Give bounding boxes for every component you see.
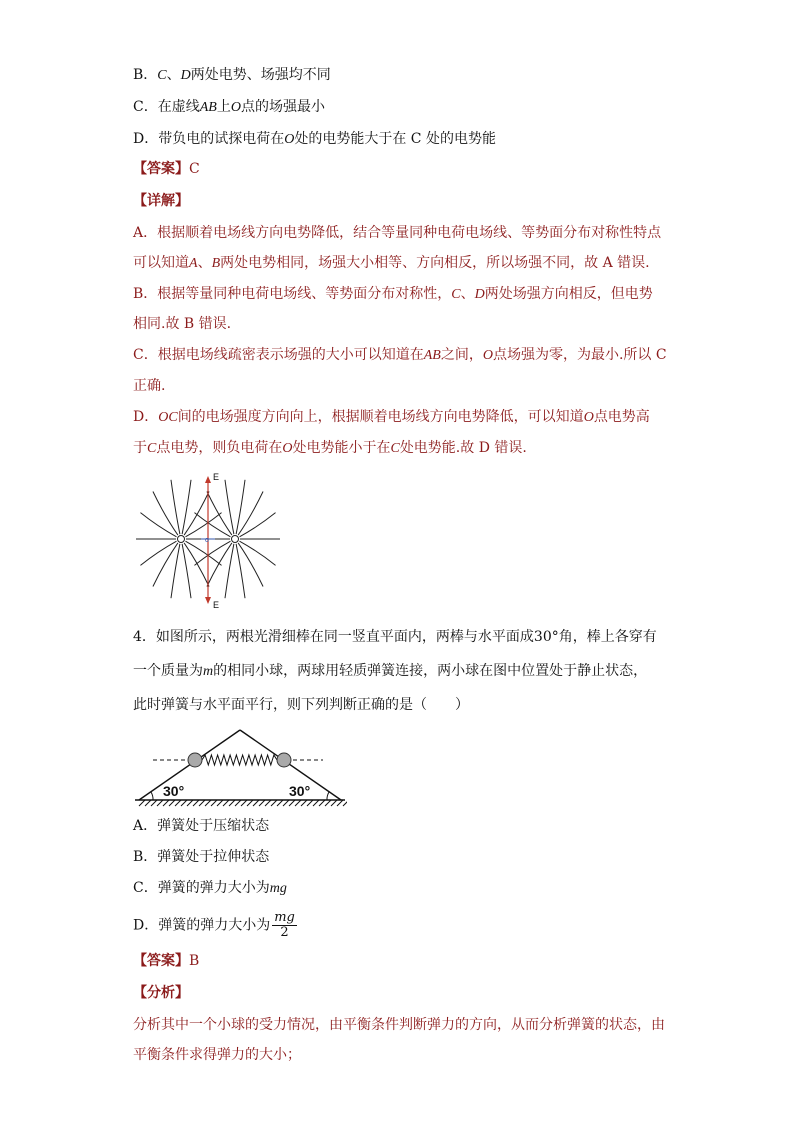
angle-left-label: 30° (163, 783, 185, 799)
q4-stem-line3: 此时弹簧与水平面平行，则下列判断正确的是（ ） (133, 697, 469, 713)
q3-answer: 【答案】C (133, 161, 200, 177)
q3-detail-heading: 【详解】 (133, 193, 189, 209)
q4-answer: 【答案】B (133, 953, 200, 969)
q3-detail-c-line1: C．根据电场线疏密表示场强的大小可以知道在AB之间，O点场强为零，为最小.所以 C (133, 347, 667, 363)
ball-left (188, 753, 202, 767)
q4-analysis-heading: 【分析】 (133, 985, 189, 1001)
q4-option-b: B．弹簧处于拉伸状态 (133, 849, 270, 865)
svg-text:o: o (205, 537, 209, 544)
q4-option-d: D．弹簧的弹力大小为 $\frac{mg}{2}$ (133, 910, 295, 940)
ball-right (277, 753, 291, 767)
q4-option-c: C．弹簧的弹力大小为mg (133, 880, 287, 896)
spring (202, 755, 277, 765)
fraction: $\frac{mg}{2}$ (274, 910, 295, 940)
q4-option-a: A．弹簧处于压缩状态 (133, 818, 270, 834)
q4-stem-line2: 一个质量为m的相同小球，两球用轻质弹簧连接，两小球在图中位置处于静止状态， (133, 663, 648, 679)
q3-detail-b-line2: 相同.故 B 错误. (133, 316, 232, 332)
q3-detail-d-line2: 于C点电势，则负电荷在O处电势能小于在C处电势能.故 D 错误. (133, 440, 527, 456)
q3-option-d: D．带负电的试探电荷在O处的电势能大于在 C 处的电势能 (133, 131, 496, 147)
charge-left (178, 536, 185, 543)
q3-option-c: C．在虚线AB上O点的场强最小 (133, 99, 325, 115)
field-lines-figure (133, 468, 283, 610)
q3-option-b: B．C、D两处电势、场强均不同 (133, 67, 331, 83)
rods-spring-figure (133, 724, 347, 808)
q3-detail-c-line2: 正确. (133, 378, 166, 394)
q4-analysis-line2: 平衡条件求得弹力的大小； (133, 1047, 301, 1063)
q3-detail-a-line1: A．根据顺着电场线方向电势降低，结合等量同种电荷电场线、等势面分布对称性特点 (133, 225, 662, 241)
q3-detail-d-line1: D．OC间的电场强度方向向上，根据顺着电场线方向电势降低，可以知道O点电势高 (133, 409, 650, 425)
q3-detail-a-line2: 可以知道A、B两处电势相同，场强大小相等、方向相反，所以场强不同，故 A 错误. (133, 255, 650, 271)
field-label-bottom: E (213, 600, 220, 610)
q3-detail-b-line1: B．根据等量同种电荷电场线、等势面分布对称性，C、D两处场强方向相反，但电势 (133, 286, 653, 302)
q4-stem-line1: 4．如图所示，两根光滑细棒在同一竖直平面内，两棒与水平面成30°角，棒上各穿有 (133, 629, 657, 645)
charge-right (232, 536, 239, 543)
q4-analysis-line1: 分析其中一个小球的受力情况，由平衡条件判断弹力的方向，从而分析弹簧的状态，由 (133, 1017, 665, 1033)
angle-right-label: 30° (289, 783, 311, 799)
field-label-top: E (213, 472, 220, 482)
